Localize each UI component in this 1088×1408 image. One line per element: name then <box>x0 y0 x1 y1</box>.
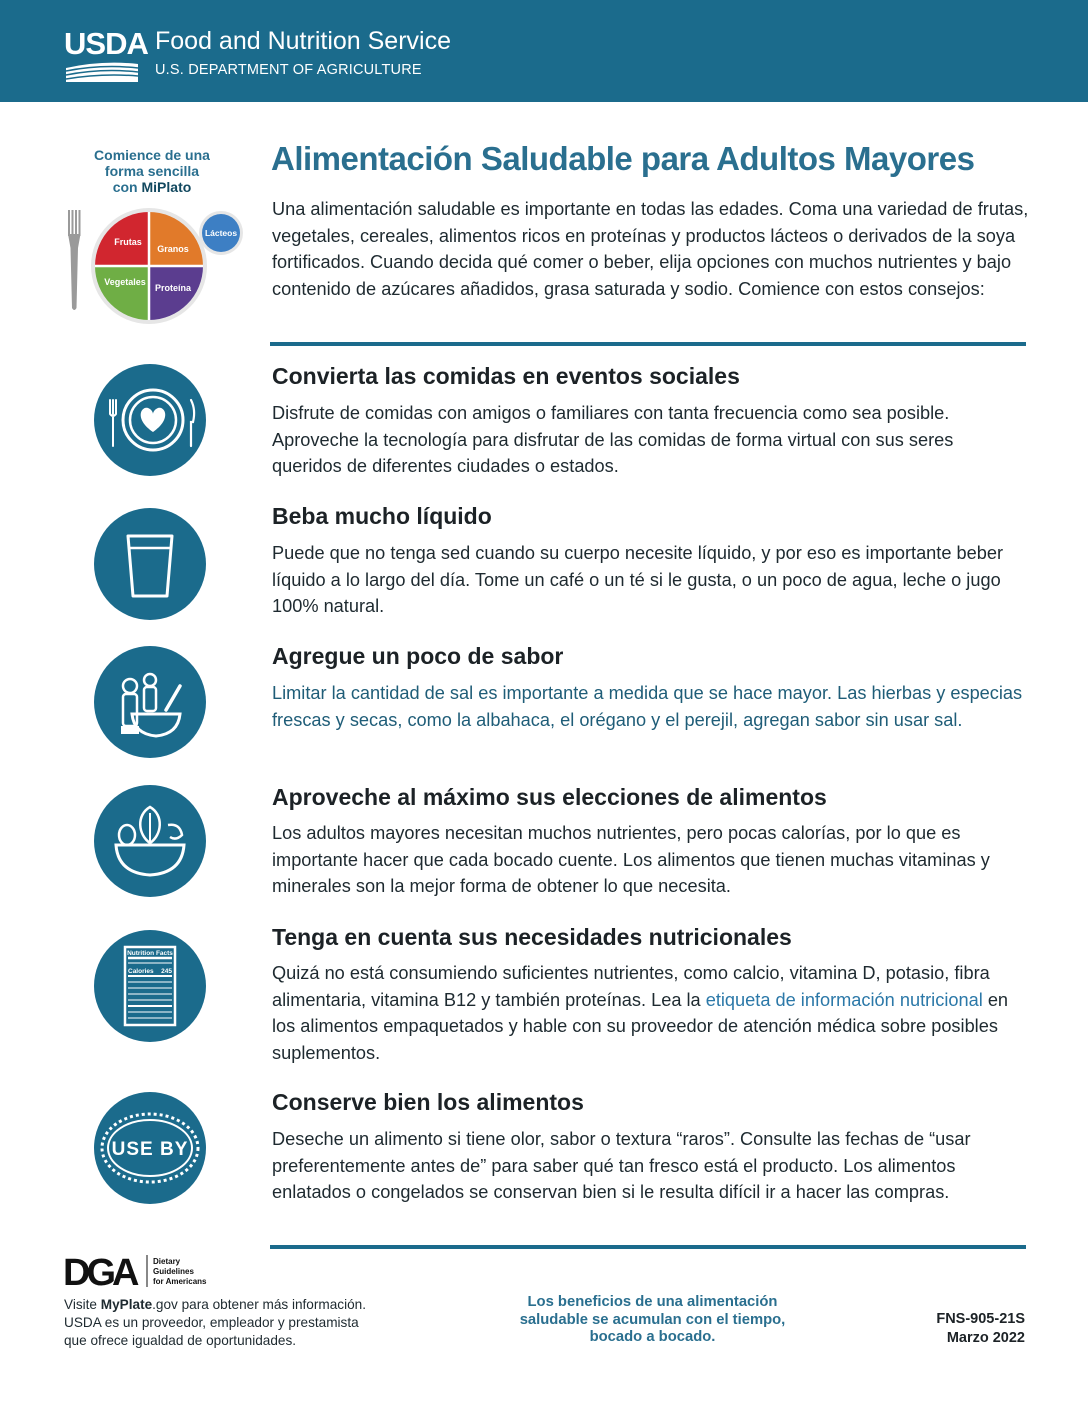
dga-logo-text: DGA <box>63 1252 136 1291</box>
section-title-nutrition: Tenga en cuenta sus necesidades nutricionales <box>272 924 792 950</box>
header-banner <box>0 0 1088 102</box>
department-name: U.S. DEPARTMENT OF AGRICULTURE <box>155 62 422 78</box>
section-title-hydration: Beba mucho líquido <box>272 503 492 529</box>
myplate-icon <box>62 200 247 335</box>
top-divider <box>270 342 1026 346</box>
plate-label-lacteos: Lácteos <box>204 228 238 238</box>
page-title: Alimentación Saludable para Adultos Mayores <box>271 140 975 177</box>
document-code <box>900 1310 1025 1348</box>
section-body-hydration: Puede que no tenga sed cuando su cuerpo necesite líquido, y por eso es importante beber líquido a lo largo del día. Tome un café o un té si le gusta, o un poco de agua, leche o jugo 100% natural. <box>272 543 1004 617</box>
dga-line1: Dietary <box>153 1257 181 1266</box>
myplate-caption: Comience de una forma sencilla con MiPlato <box>94 147 210 195</box>
use-by-text: USE BY <box>111 1139 189 1160</box>
plate-label-proteina: Proteína <box>154 283 192 293</box>
mortar-pestle-icon <box>92 644 208 760</box>
section-body-flavor: Limitar la cantidad de sal es importante a medida que se hace mayor. Las hierbas y especias frescas y secas, como la albahaca, el orégano y el perejil, agregan sabor sin usar sal. <box>272 683 1023 730</box>
section-body-nutrition: Quizá no está consumiendo suficientes nutrientes, como calcio, vitamina D, potasio, fibra alimentaria, vitamina B12 y también proteínas. Lea la etiqueta de información nutricional en los alimentos empaquetados y hable con su proveedor de atención médica sobre posibles suplementos. <box>272 963 1009 1064</box>
footer-tagline: Los beneficios de una alimentación saludable se acumulan con el tiempo, bocado a bocado. <box>519 1294 786 1346</box>
calories-value: 245 <box>161 968 172 975</box>
myplate-brand: MiPlato <box>141 179 192 195</box>
nutrition-label-icon <box>92 928 208 1044</box>
document-number: FNS-905-21S <box>936 1311 1025 1327</box>
calories-label: Calories <box>128 968 154 975</box>
bottom-divider <box>270 1245 1026 1249</box>
footer-info: Visite MyPlate.gov para obtener más información. USDA es un proveedor, empleador y prestamista que ofrece igualdad de oportunidades. <box>64 1297 366 1348</box>
glass-icon <box>92 506 208 622</box>
plate-heart-icon <box>92 362 208 478</box>
agency-name: Food and Nutrition Service <box>155 27 451 55</box>
nutrition-label-link[interactable]: etiqueta de información nutricional <box>705 989 983 1010</box>
myplate-link[interactable]: MyPlate <box>100 1297 153 1312</box>
dga-line2: Guidelines <box>153 1267 194 1276</box>
section-title-choices: Aproveche al máximo sus elecciones de alimentos <box>272 784 827 810</box>
dga-logo-icon <box>63 1251 213 1291</box>
use-by-stamp-icon <box>92 1090 208 1206</box>
plate-label-vegetales: Vegetales <box>104 277 146 287</box>
usda-logo-text: USDA <box>64 26 148 61</box>
document-date: Marzo 2022 <box>946 1330 1025 1346</box>
section-body-social: Disfrute de comidas con amigos o familiares con tanta frecuencia como sea posible. Aproveche la tecnología para disfrutar de las comidas de forma virtual con sus seres queridos de diferentes ciudades o estados. <box>272 403 954 477</box>
nutrition-facts-label: Nutrition Facts <box>127 950 173 957</box>
plate-label-frutas: Frutas <box>114 237 142 247</box>
salad-bowl-icon <box>92 783 208 899</box>
dga-line3: for Americans <box>153 1277 207 1286</box>
section-title-social: Convierta las comidas en eventos sociales <box>272 363 740 389</box>
plate-label-granos: Granos <box>157 244 189 254</box>
intro-paragraph: Una alimentación saludable es importante en todas las edades. Coma una variedad de frutas, vegetales, cereales, alimentos ricos en proteínas y productos lácteos o derivados de la soya fortificados. Cuando decida qué comer o beber, elija opciones con muchos nutrientes y bajo contenido de azúcares añadidos, grasa saturada y sodio. Comience con estos consejos: <box>272 199 1029 299</box>
section-body-storage: Deseche un alimento si tiene olor, sabor o textura “raros”. Consulte las fechas de “usar preferentemente antes de” para saber qué tan fresco está el producto. Los alimentos enlatados o congelados se conservan bien si le resulta difícil ir a hacer las compras. <box>272 1129 971 1203</box>
section-title-flavor: Agregue un poco de sabor <box>272 643 564 669</box>
section-title-storage: Conserve bien los alimentos <box>272 1089 584 1115</box>
section-body-choices: Los adultos mayores necesitan muchos nutrientes, pero pocas calorías, por lo que es importante hacer que cada bocado cuente. Los alimentos que tienen muchas vitaminas y minerales son la mejor forma de obtener lo que necesita. <box>272 823 990 897</box>
